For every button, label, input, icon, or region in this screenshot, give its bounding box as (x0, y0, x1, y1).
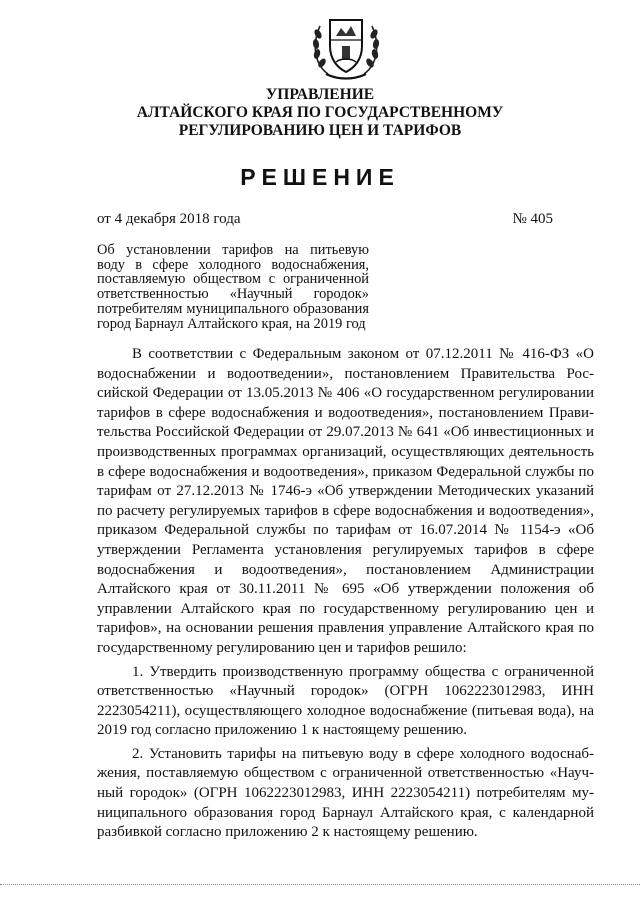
authority-line-3: РЕГУЛИРОВАНИЮ ЦЕН И ТАРИФОВ (178, 122, 462, 139)
document-date: от 4 декабря 2018 года (97, 211, 241, 227)
document-subject: Об установлении тарифов на питьевую воду в сфере холодного водоснабжения, поставляемую обществом с ограниченной ответственностью «Научный городок» потребителям муниципального образования город Барнаул Алтайского края, на 2019 год (97, 242, 369, 332)
decision-item-2: 2. Установить тарифы на питьевую воду в сфере холодного водоснабжения, поставляемую обществом с ограниченной ответственностью «Научный городок» (ОГРН 1062223012983, ИНН 2223054211) потребителям муниципального образования город Барнаул Алтайского края, с календарной разбивкой согласно приложению 2 к настоящему решению. (97, 745, 594, 841)
decision-item-1: 1. Утвердить производственную программу общества с ограниченной ответственностью «Научный городок» (ОГРН 1062223012983, ИНН 2223054211), осуществляющего холодное водоснабжение (питьевая вода), на 2019 год согласно приложению 1 к настоящему решению. (97, 663, 594, 739)
document-title: РЕШЕНИЕ (240, 164, 400, 190)
document-number: № 405 (512, 211, 553, 227)
authority-line-1: УПРАВЛЕНИЕ (265, 86, 375, 103)
preamble-paragraph: В соответствии с Федеральным законом от 07.12.2011 № 416-ФЗ «О водоснабжении и водоотведении», постановлением Правительства Российской Федерации от 13.05.2013 № 406 «О государственном регулировании тарифов в сфере водоснабжения и водоотведения», постановлением Правительства Российской Федерации от 29.07.2013 № 641 «Об инвестиционных и производственных программах организаций, осуществляющих деятельность в сфере водоснабжения и водоотведения», приказом Федеральной службы по тарифам от 27.12.2013 № 1746-э «Об утверждении Методических указаний по расчету регулируемых тарифов в сфере водоснабжения и водоотведения», приказом Федеральной службы по тарифам от 16.07.2014 № 1154-э «Об утверждении Регламента установления регулируемых тарифов в сфере водоснабжения и водоотведения», постановлением Администрации Алтайского края от 30.11.2011 № 695 «Об утверждении положения об управлении Алтайского края по государственному регулированию цен и тарифов», на основании решения правления управление Алтайского края по государственному регулированию цен и тарифов решило: (97, 346, 594, 656)
page-edge-divider (0, 884, 640, 885)
coat-of-arms-icon (308, 10, 384, 82)
authority-line-2: АЛТАЙСКОГО КРАЯ ПО ГОСУДАРСТВЕННОМУ (136, 104, 504, 121)
document-body (97, 345, 594, 843)
issuing-authority (0, 86, 640, 140)
